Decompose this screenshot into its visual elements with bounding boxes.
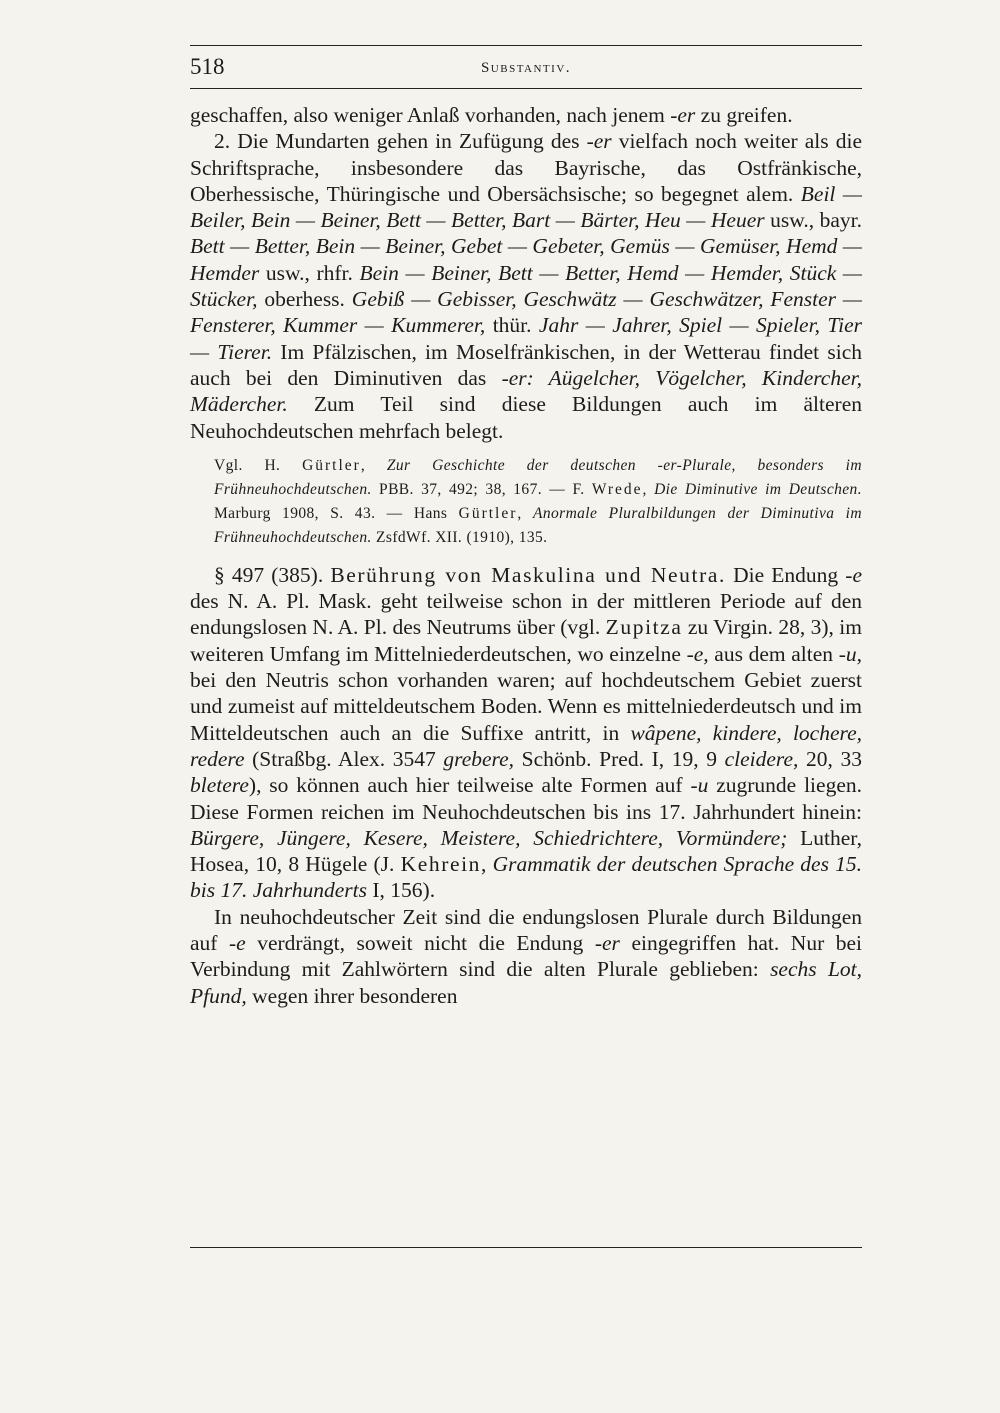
italic-run: Bürgere, Jüngere, Kesere, Meistere, Schiedrichtere, Vormündere;	[190, 825, 788, 850]
italic-run: -e,	[686, 641, 709, 666]
italic-run: -er: Aügelcher, Vögelcher, Kindercher, Mädercher.	[190, 365, 862, 417]
text-run: zugrunde liegen. Diese Formen reichen im Neuhochdeutschen bis ins 17. Jahrhundert hinein:	[190, 773, 862, 824]
text-run: ,	[481, 852, 493, 877]
text-run: Vgl. H.	[214, 456, 303, 474]
text-run: ,	[517, 504, 533, 522]
text-run: Marburg 1908, S. 43. — Hans	[214, 504, 459, 522]
text-run: Die Endung	[725, 562, 846, 587]
italic-run: -u	[690, 773, 709, 798]
italic-run: bletere	[190, 773, 249, 798]
italic-title: Zur Geschichte der deutschen -er-Plurale, besonders im Frühneuhochdeutschen.	[214, 456, 862, 498]
paragraph-continuation	[190, 102, 862, 128]
italic-run: Beil — Beiler, Bein — Beiner, Bett — Better, Bart — Bärter, Heu — Heuer	[190, 181, 862, 233]
page-header	[190, 54, 862, 88]
italic-title: Die Diminutive im Deutschen.	[654, 480, 862, 498]
italic-title: Anormale Pluralbildungen der Diminutiva im Frühneuhochdeutschen.	[214, 504, 862, 546]
text-run: Im Pfälzischen, im Moselfränkischen, in der Wetterau findet sich auch bei den Diminutiven das	[190, 339, 862, 390]
italic-title: Grammatik der deutschen Sprache des 15. bis 17. Jahrhunderts	[190, 852, 862, 903]
spaced-author: Zupitza	[605, 615, 683, 640]
text-run: bei den Neutris schon vorhanden waren; auf hochdeutschem Gebiet zuerst und zumeist auf mitteldeutschem Boden. Wenn es mittelniederdeutsch und im Mitteldeutschen auch an die Suffixe antritt, in	[190, 668, 862, 745]
header-rule	[190, 88, 862, 89]
text-run: usw., bayr.	[764, 208, 862, 233]
running-title: Substantiv.	[480, 60, 572, 76]
text-run: wegen ihrer besonderen	[246, 983, 458, 1008]
text-run: oberhess.	[257, 287, 352, 312]
italic-run: -er	[670, 103, 696, 127]
page	[190, 0, 862, 1413]
italic-run: Gebiß — Gebisser, Geschwätz — Geschwätzer, Fenster — Fensterer, Kummer — Kummerer,	[190, 287, 863, 338]
text-run: vielfach noch weiter als die Schriftsprache, insbesondere das Bayrische, das Ostfränkische, Oberhessische, Thüringische und Obersächsische; so begegnet alem.	[190, 129, 862, 206]
text-run: geschaffen, also weniger Anlaß vorhanden, nach jenem	[190, 103, 671, 127]
text-run: zu Virgin. 28, 3), im weiteren Umfang im Mittelniederdeutschen, wo einzelne	[190, 615, 862, 666]
text-run: In neuhochdeutscher Zeit sind die endungslosen Plurale durch Bildungen auf	[190, 904, 862, 956]
section-number: § 497 (385).	[214, 562, 331, 587]
text-run: eingegriffen hat. Nur bei Verbindung mit Zahlwörtern sind die alten Plurale geblieben:	[190, 931, 863, 982]
text-run: I, 156).	[367, 878, 436, 903]
paragraph-nhd	[190, 904, 862, 1009]
text-run: ,	[642, 480, 655, 498]
italic-run: sechs Lot, Pfund,	[190, 957, 862, 1008]
bottom-rule	[190, 1247, 862, 1248]
text-run: usw., rhfr.	[259, 260, 360, 285]
text-run: ,	[360, 456, 387, 474]
italic-run: -u,	[838, 641, 862, 666]
spaced-author: Gürtler	[302, 456, 361, 474]
text-run: PBB. 37, 492; 38, 167. — F.	[371, 480, 592, 498]
text-run: aus dem alten	[708, 641, 839, 666]
spaced-author: Kehrein	[400, 852, 482, 877]
text-run: Zum Teil sind diese Bildungen auch im älteren Neuhochdeutschen mehrfach belegt.	[190, 392, 862, 443]
italic-run: -e	[228, 931, 246, 956]
page-number: 518	[190, 54, 225, 79]
section-heading: Berührung von Maskulina und Neutra.	[330, 562, 726, 587]
italic-run: wâpene, kindere, lochere, redere	[190, 720, 862, 771]
text-run: ZsfdWf. XII. (1910), 135.	[371, 528, 548, 546]
text-run: ), so können auch hier teilweise alte Formen auf	[248, 773, 691, 798]
text-run: 20, 33	[798, 746, 862, 771]
footnote-references	[190, 454, 862, 550]
page-body	[190, 102, 862, 1009]
italic-run: grebere,	[443, 746, 515, 771]
italic-run: -er	[586, 129, 612, 154]
top-rule	[190, 45, 862, 46]
italic-run: -e	[845, 562, 862, 587]
text-run: des N. A. Pl. Mask. geht teilweise schon in der mittleren Periode auf den endungslosen N. A. Pl. des Neutrums über (vgl.	[190, 589, 862, 640]
italic-run: Jahr — Jahrer, Spiel — Spieler, Tier — Tierer.	[190, 313, 862, 364]
text-run: thür.	[485, 313, 539, 338]
spaced-author: Wrede	[591, 480, 643, 498]
text-run: verdrängt, soweit nicht die Endung	[245, 931, 595, 956]
text-run: 2. Die Mundarten gehen in Zufügung des	[214, 129, 587, 154]
text-run: Schönb. Pred. I, 19, 9	[514, 746, 725, 771]
paragraph-dialects	[190, 128, 862, 444]
section-497	[190, 562, 862, 904]
italic-run: -er	[594, 931, 620, 956]
spaced-author: Gürtler	[458, 504, 518, 522]
text-run: (Straßbg. Alex. 3547	[244, 746, 444, 771]
italic-run: Bett — Better, Bein — Beiner, Gebet — Gebeter, Gemüs — Gemüser, Hemd — Hemder	[190, 234, 862, 285]
text-run: Luther, Hosea, 10, 8 Hügele (J.	[190, 825, 862, 877]
text-run: zu greifen.	[695, 103, 793, 127]
italic-run: Bein — Beiner, Bett — Better, Hemd — Hemder, Stück — Stücker,	[190, 260, 863, 312]
italic-run: cleidere,	[724, 746, 799, 771]
